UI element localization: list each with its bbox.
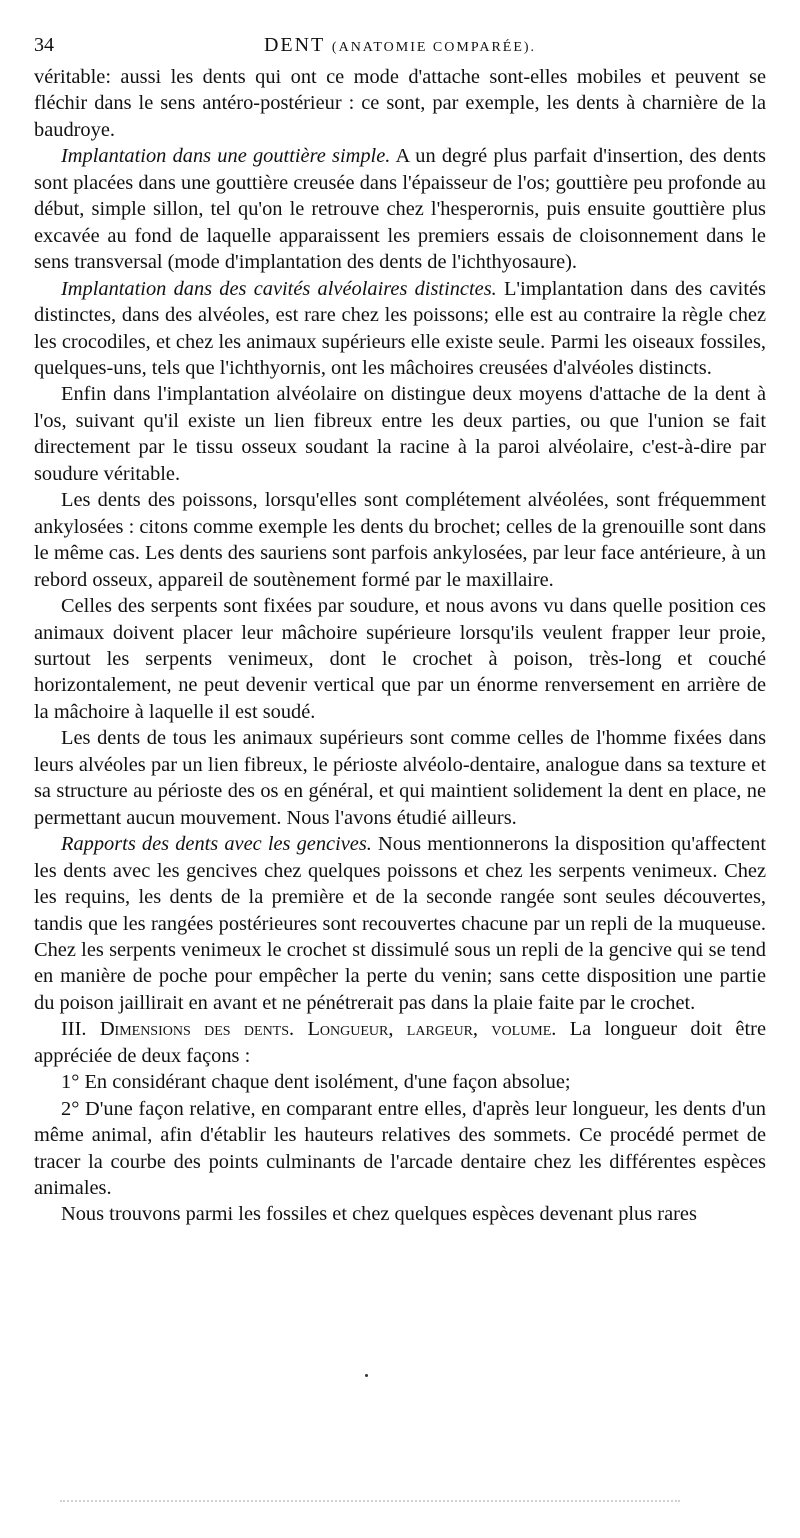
paragraph: Nous trouvons parmi les fossiles et chez quelques espèces devenant plus rares xyxy=(61,1203,697,1226)
paragraph: Enfin dans l'implantation alvéolaire on distingue deux moyens d'attache de la dent à l'os, suivant qu'il existe un lien fibreux entre les deux parties, ou que l'union se fait directement par le tissu osseux soudant la racine à la paroi alvéolaire, c'est-à-dire par soudure véritable. xyxy=(34,383,766,485)
running-header xyxy=(34,30,766,60)
paragraph: Implantation dans des cavités alvéolaires distinctes. L'implantation dans des cavités distinctes, dans des alvéoles, est rare chez les poissons; elle est au contraire la règle chez les crocodiles, et chez les animaux supérieurs elle existe seule. Parmi les oiseaux fossiles, quelques-uns, tels que l'ichthyornis, ont les mâchoires creusées d'alvéoles distincts. xyxy=(34,277,766,379)
paragraph: Rapports des dents avec les gencives. Nous mentionnerons la disposition qu'affectent les dents avec les gencives chez quelques poissons et chez les serpents venimeux. Chez les requins, les dents de la première et de la seconde rangée sont seules découvertes, tandis que les rangées postérieures sont recouvertes chacune par un repli de la muqueuse. Chez les serpents venimeux le crochet st dissimulé sous un repli de la gencive qui se tend en manière de poche pour empêcher la perte du venin; sans cette disposition une partie du poison jaillirait en avant et ne pénétrerait pas dans la plaie faite par le crochet. xyxy=(34,833,766,1014)
body-text xyxy=(34,64,766,1228)
page-number: 34 xyxy=(34,34,54,56)
paragraph: Les dents des poissons, lorsqu'elles sont complétement alvéolées, sont fréquemment ankylosées : citons comme exemple les dents du brochet; celles de la grenouille sont dans le même cas. Les dents des sauriens sont parfois ankylosées, par leur face antérieure, à un rebord osseux, appareil de soutènement formé par le maxillaire. xyxy=(34,489,766,591)
paragraph: Implantation dans une gouttière simple. A un degré plus parfait d'insertion, des dents sont placées dans une gouttière creusée dans l'épaisseur de l'os; gouttière peu profonde au début, simple sillon, tel qu'on le retrouve chez l'hesperornis, puis ensuite gouttière plus excavée au fond de laquelle apparaissent les premiers essais de cloisonnement dans le sens transversal (mode d'implantation des dents de l'ichthyosaure). xyxy=(34,145,766,274)
running-title xyxy=(34,30,766,63)
document-page xyxy=(34,30,766,1228)
paragraph: Les dents de tous les animaux supérieurs sont comme celles de l'homme fixées dans leurs alvéoles par un lien fibreux, le périoste alvéolo-dentaire, analogue dans sa texture et sa structure au périoste des os en général, et qui maintient solidement la dent en place, ne permettant aucun mouvement. Nous l'avons étudié ailleurs. xyxy=(34,727,766,829)
paragraph: III. Dimensions des dents. Longueur, largeur, volume. La longueur doit être appréciée de deux façons : xyxy=(34,1018,766,1067)
running-title-main: DENT xyxy=(263,34,325,56)
running-title-sub: (ANATOMIE COMPARÉE). xyxy=(331,40,537,55)
paragraph: véritable: aussi les dents qui ont ce mode d'attache sont-elles mobiles et peuvent se fléchir dans le sens antéro-postérieur : ce sont, par exemple, les dents à charnière de la baudroye. xyxy=(34,66,766,141)
page-bottom-marks xyxy=(60,1500,680,1506)
section-heading: Rapports des dents avec les gencives. xyxy=(61,833,372,856)
section-heading: Implantation dans une gouttière simple. xyxy=(61,145,391,168)
section-heading: III. Dimensions des dents. Longueur, largeur, volume. xyxy=(61,1018,557,1041)
ink-speck xyxy=(365,1374,368,1377)
paragraph: 2° D'une façon relative, en comparant entre elles, d'après leur longueur, les dents d'un même animal, afin d'établir les hauteurs relatives des sommets. Ce procédé permet de tracer la courbe des points culminants de l'arcade dentaire chez les différentes espèces animales. xyxy=(34,1097,766,1200)
section-heading: Implantation dans des cavités alvéolaires distinctes. xyxy=(61,277,497,300)
paragraph: 1° En considérant chaque dent isolément, d'une façon absolue; xyxy=(61,1071,571,1094)
paragraph: Celles des serpents sont fixées par soudure, et nous avons vu dans quelle position ces animaux doivent placer leur mâchoire supérieure lorsqu'ils veulent frapper leur proie, surtout les serpents venimeux, dont le crochet à poison, très-long et couché horizontalement, ne peut devenir vertical que par un énorme renversement en arrière de la mâchoire à laquelle il est soudé. xyxy=(34,595,766,723)
